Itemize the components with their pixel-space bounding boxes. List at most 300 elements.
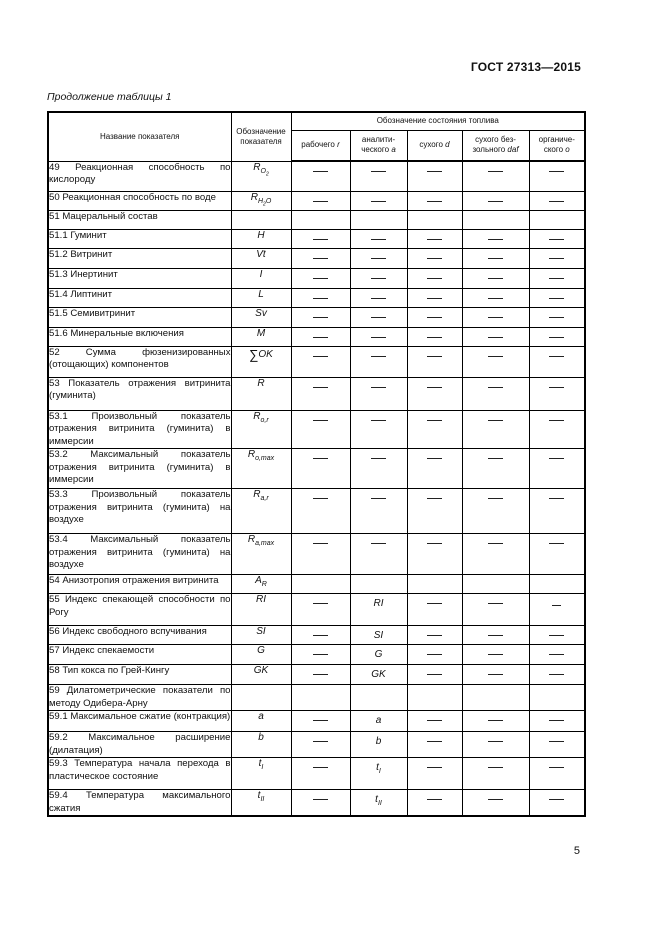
state-cell — [407, 410, 462, 449]
dash-mark — [427, 258, 442, 259]
table-row — [48, 449, 585, 489]
indicator-name: 52 Сумма фюзенизированных (отощающих) компонентов — [48, 346, 231, 377]
header-state-0: рабочего r — [291, 130, 350, 161]
indicator-designation: SI — [231, 626, 291, 645]
state-cell — [462, 449, 529, 489]
dash-mark — [488, 420, 503, 421]
state-cell — [529, 489, 585, 534]
table-row — [48, 645, 585, 665]
state-cell — [529, 645, 585, 665]
dash-mark — [549, 654, 564, 655]
state-cell — [350, 665, 407, 685]
state-cell — [462, 732, 529, 758]
dash-mark — [313, 458, 328, 459]
state-cell — [291, 229, 350, 248]
dash-mark — [549, 356, 564, 357]
indicator-designation: H — [231, 229, 291, 248]
state-value: RI — [373, 598, 384, 609]
state-cell — [291, 665, 350, 685]
state-cell — [407, 377, 462, 410]
state-cell — [462, 534, 529, 575]
state-cell — [291, 489, 350, 534]
dash-mark — [427, 741, 442, 742]
state-cell — [291, 210, 350, 229]
state-cell — [407, 268, 462, 288]
dash-mark — [427, 317, 442, 318]
state-cell — [462, 758, 529, 790]
table-row — [48, 665, 585, 685]
dash-mark — [549, 278, 564, 279]
dash-mark — [313, 498, 328, 499]
dash-mark — [549, 674, 564, 675]
state-cell — [291, 268, 350, 288]
dash-mark — [549, 799, 564, 800]
state-cell — [462, 191, 529, 210]
state-cell — [462, 161, 529, 191]
indicator-designation: L — [231, 288, 291, 307]
dash-mark — [427, 201, 442, 202]
state-cell — [462, 307, 529, 327]
state-cell — [291, 534, 350, 575]
dash-mark — [371, 387, 386, 388]
dash-mark — [427, 171, 442, 172]
state-cell — [350, 645, 407, 665]
indicator-designation: Vt — [231, 248, 291, 268]
dash-mark — [488, 741, 503, 742]
state-value: $t_{II}$ — [375, 794, 382, 807]
indicator-designation: $R_{o,max}$ — [231, 449, 291, 489]
indicator-designation: $t_{II}$ — [231, 790, 291, 817]
dash-mark — [313, 674, 328, 675]
dash-mark — [313, 171, 328, 172]
dash-mark — [427, 298, 442, 299]
indicator-name: 58 Тип кокса по Грей-Кингу — [48, 665, 231, 685]
state-cell — [407, 449, 462, 489]
state-value: a — [375, 715, 382, 726]
header-state-2: сухого d — [407, 130, 462, 161]
dash-mark — [427, 458, 442, 459]
state-value: GK — [371, 669, 386, 680]
indicator-name: 51.2 Витринит — [48, 248, 231, 268]
dash-mark — [427, 654, 442, 655]
state-cell — [291, 327, 350, 346]
state-cell — [407, 534, 462, 575]
state-cell — [407, 191, 462, 210]
state-cell — [529, 594, 585, 626]
indicator-designation: a — [231, 711, 291, 732]
state-cell — [350, 449, 407, 489]
dash-mark — [549, 317, 564, 318]
indicator-designation: RI — [231, 594, 291, 626]
indicator-name: 57 Индекс спекаемости — [48, 645, 231, 665]
dash-mark — [313, 258, 328, 259]
table-row — [48, 229, 585, 248]
dash-mark — [427, 767, 442, 768]
table-row — [48, 732, 585, 758]
state-cell — [291, 346, 350, 377]
state-cell — [350, 626, 407, 645]
state-cell — [291, 626, 350, 645]
state-cell — [407, 248, 462, 268]
state-cell — [350, 575, 407, 594]
state-cell — [350, 248, 407, 268]
state-cell — [462, 665, 529, 685]
indicator-designation: R — [231, 377, 291, 410]
state-cell — [529, 732, 585, 758]
indicator-designation: $R_{H_2O}$ — [231, 191, 291, 210]
state-cell — [407, 229, 462, 248]
dash-mark — [371, 543, 386, 544]
table-row — [48, 346, 585, 377]
indicator-designation: $t_I$ — [231, 758, 291, 790]
indicator-name: 51.3 Инертинит — [48, 268, 231, 288]
dash-mark — [549, 635, 564, 636]
state-cell — [529, 191, 585, 210]
table-row — [48, 758, 585, 790]
state-cell — [291, 685, 350, 711]
indicators-table — [47, 111, 586, 817]
dash-mark — [488, 298, 503, 299]
state-cell — [529, 758, 585, 790]
dash-mark — [549, 741, 564, 742]
state-value: SI — [373, 630, 384, 641]
table-row — [48, 307, 585, 327]
dash-mark — [427, 356, 442, 357]
state-cell — [350, 288, 407, 307]
dash-mark — [488, 603, 503, 604]
state-cell — [529, 449, 585, 489]
state-cell — [407, 307, 462, 327]
indicator-designation: Sv — [231, 307, 291, 327]
indicator-name: 59.4 Температура максимального сжатия — [48, 790, 231, 817]
table-row — [48, 210, 585, 229]
dash-mark — [313, 387, 328, 388]
dash-mark — [313, 654, 328, 655]
header-state-1: аналити- ческого a — [350, 130, 407, 161]
dash-mark — [427, 799, 442, 800]
indicator-name: 50 Реакционная способность по воде — [48, 191, 231, 210]
dash-mark — [488, 317, 503, 318]
indicator-name: 49 Реакционная способность по кислороду — [48, 161, 231, 191]
state-cell — [462, 626, 529, 645]
state-cell — [462, 288, 529, 307]
state-cell — [462, 327, 529, 346]
indicator-designation: G — [231, 645, 291, 665]
dash-mark — [313, 543, 328, 544]
indicator-name: 53.2 Максимальный показатель отражения витринита (гуминита) в иммерсии — [48, 449, 231, 489]
dash-mark — [427, 239, 442, 240]
indicator-designation: $R_{a,r}$ — [231, 489, 291, 534]
state-cell — [529, 711, 585, 732]
state-value: $t_I$ — [376, 762, 381, 775]
dash-mark — [549, 201, 564, 202]
state-cell — [350, 711, 407, 732]
dash-mark — [488, 171, 503, 172]
state-cell — [407, 790, 462, 817]
state-cell — [291, 191, 350, 210]
state-cell — [291, 449, 350, 489]
state-cell — [291, 575, 350, 594]
state-cell — [407, 685, 462, 711]
state-cell — [350, 346, 407, 377]
dash-mark — [313, 201, 328, 202]
indicator-designation: $R_{o,r}$ — [231, 410, 291, 449]
dash-mark — [549, 387, 564, 388]
table-row — [48, 594, 585, 626]
state-cell — [350, 307, 407, 327]
indicator-name: 54 Анизотропия отражения витринита — [48, 575, 231, 594]
dash-mark — [427, 337, 442, 338]
state-cell — [350, 489, 407, 534]
dash-mark — [371, 239, 386, 240]
dash-mark — [549, 498, 564, 499]
indicator-name: 53 Показатель отражения витринита (гуминита) — [48, 377, 231, 410]
dash-mark — [549, 720, 564, 721]
state-cell — [350, 410, 407, 449]
state-cell — [529, 534, 585, 575]
state-cell — [291, 645, 350, 665]
state-cell — [462, 685, 529, 711]
state-cell — [529, 268, 585, 288]
indicator-name: 53.4 Максимальный показатель отражения витринита (гуминита) на воздухе — [48, 534, 231, 575]
state-cell — [291, 307, 350, 327]
state-cell — [462, 377, 529, 410]
dash-mark — [427, 387, 442, 388]
state-cell — [462, 711, 529, 732]
state-cell — [291, 161, 350, 191]
state-cell — [529, 307, 585, 327]
state-cell — [462, 346, 529, 377]
dash-mark — [549, 298, 564, 299]
table-row — [48, 534, 585, 575]
indicator-designation: ∑OK — [231, 346, 291, 377]
dash-mark — [549, 337, 564, 338]
state-cell — [291, 711, 350, 732]
state-cell — [462, 594, 529, 626]
state-cell — [462, 268, 529, 288]
dash-mark — [488, 337, 503, 338]
indicator-name: 53.1 Произвольный показатель отражения витринита (гуминита) в иммерсии — [49, 410, 231, 447]
page-number: 5 — [573, 845, 580, 857]
table-row — [48, 191, 585, 210]
state-cell — [407, 645, 462, 665]
dash-mark — [371, 337, 386, 338]
dash-mark — [427, 635, 442, 636]
state-cell — [291, 288, 350, 307]
indicator-designation — [231, 210, 291, 229]
state-cell — [350, 268, 407, 288]
dash-mark — [313, 603, 328, 604]
indicator-name: 51.4 Липтинит — [48, 288, 231, 307]
state-cell — [529, 248, 585, 268]
dash-mark — [427, 603, 442, 604]
state-cell — [350, 534, 407, 575]
header-name: Название показателя — [48, 112, 231, 161]
state-cell — [407, 210, 462, 229]
indicator-designation — [231, 685, 291, 711]
dash-mark — [488, 239, 503, 240]
table-caption: Продолжение таблицы 1 — [47, 91, 172, 103]
table-row — [48, 288, 585, 307]
state-cell — [291, 732, 350, 758]
indicator-name: 51 Мацеральный состав — [48, 210, 231, 229]
state-cell — [529, 210, 585, 229]
dash-mark — [549, 258, 564, 259]
indicator-name: 51.1 Гуминит — [48, 229, 231, 248]
dash-mark — [313, 278, 328, 279]
indicator-name: 59.1 Максимальное сжатие (контракция) — [48, 711, 231, 732]
state-cell — [529, 665, 585, 685]
dash-mark — [549, 458, 564, 459]
dash-mark — [549, 420, 564, 421]
state-value: b — [375, 736, 382, 747]
state-cell — [529, 377, 585, 410]
state-cell — [529, 790, 585, 817]
state-cell — [291, 410, 350, 449]
indicator-designation: GK — [231, 665, 291, 685]
dash-mark — [313, 356, 328, 357]
state-cell — [407, 327, 462, 346]
state-cell — [350, 790, 407, 817]
indicator-name: 56 Индекс свободного вспучивания — [48, 626, 231, 645]
indicator-name: 53.3 Произвольный показатель отражения витринита (гуминита) на воздухе — [48, 489, 231, 534]
state-cell — [407, 489, 462, 534]
dash-mark — [427, 674, 442, 675]
dash-mark — [371, 420, 386, 421]
state-cell — [407, 732, 462, 758]
dash-mark — [427, 543, 442, 544]
state-cell — [350, 758, 407, 790]
dash-mark — [371, 458, 386, 459]
dash-mark — [371, 201, 386, 202]
state-cell — [462, 489, 529, 534]
indicator-name: 51.6 Минеральные включения — [48, 327, 231, 346]
dash-mark — [371, 317, 386, 318]
dash-mark — [552, 605, 561, 606]
indicator-designation: $R_{a,max}$ — [231, 534, 291, 575]
dash-mark — [488, 258, 503, 259]
state-cell — [407, 594, 462, 626]
table-row — [48, 489, 585, 534]
state-cell — [462, 410, 529, 449]
indicator-name: 59 Дилатометрические показатели по методу Одибера-Арну — [49, 685, 231, 709]
indicator-name: 55 Индекс спекающей способности по Рогу — [48, 594, 231, 626]
state-cell — [462, 790, 529, 817]
state-cell — [529, 327, 585, 346]
state-cell — [291, 790, 350, 817]
dash-mark — [313, 317, 328, 318]
state-cell — [529, 685, 585, 711]
state-cell — [407, 288, 462, 307]
dash-mark — [549, 171, 564, 172]
state-cell — [529, 626, 585, 645]
state-cell — [407, 161, 462, 191]
state-cell — [462, 229, 529, 248]
header-state-group: Обозначение состояния топлива — [291, 112, 585, 130]
state-cell — [350, 161, 407, 191]
state-cell — [529, 575, 585, 594]
state-cell — [350, 327, 407, 346]
state-cell — [529, 346, 585, 377]
state-cell — [291, 594, 350, 626]
dash-mark — [427, 278, 442, 279]
table-row — [48, 327, 585, 346]
table-row — [48, 790, 585, 817]
dash-mark — [313, 741, 328, 742]
indicator-designation: I — [231, 268, 291, 288]
table-row — [48, 410, 585, 449]
table-row — [48, 268, 585, 288]
dash-mark — [488, 767, 503, 768]
indicator-name: 59.3 Температура начала перехода в пластическое состояние — [48, 758, 231, 790]
state-cell — [407, 346, 462, 377]
state-cell — [462, 645, 529, 665]
dash-mark — [488, 201, 503, 202]
indicator-designation: b — [231, 732, 291, 758]
state-cell — [350, 191, 407, 210]
state-cell — [350, 594, 407, 626]
state-cell — [407, 626, 462, 645]
table-row — [48, 685, 585, 711]
document-code: ГОСТ 27313—2015 — [470, 60, 581, 74]
state-cell — [529, 161, 585, 191]
dash-mark — [488, 543, 503, 544]
indicator-designation: $R_{O_2}$ — [231, 161, 291, 191]
state-cell — [529, 229, 585, 248]
indicator-name: 59.2 Максимальное расширение (дилатация) — [49, 732, 231, 756]
state-cell — [350, 732, 407, 758]
state-cell — [350, 210, 407, 229]
dash-mark — [371, 298, 386, 299]
state-cell — [291, 377, 350, 410]
state-cell — [407, 758, 462, 790]
dash-mark — [371, 258, 386, 259]
state-cell — [462, 248, 529, 268]
indicator-name: 51.5 Семивитринит — [48, 307, 231, 327]
state-cell — [407, 575, 462, 594]
state-cell — [407, 665, 462, 685]
header-state-4: органиче- ского o — [529, 130, 585, 161]
dash-mark — [427, 498, 442, 499]
dash-mark — [488, 498, 503, 499]
state-cell — [350, 229, 407, 248]
header-state-3: сухого без- зольного daf — [462, 130, 529, 161]
table-row — [48, 377, 585, 410]
state-cell — [529, 288, 585, 307]
table-row — [48, 711, 585, 732]
state-cell — [462, 575, 529, 594]
state-cell — [462, 210, 529, 229]
dash-mark — [313, 720, 328, 721]
dash-mark — [371, 356, 386, 357]
dash-mark — [488, 387, 503, 388]
dash-mark — [427, 420, 442, 421]
table-row — [48, 575, 585, 594]
table-row — [48, 161, 585, 191]
dash-mark — [488, 635, 503, 636]
dash-mark — [427, 720, 442, 721]
dash-mark — [488, 654, 503, 655]
dash-mark — [313, 767, 328, 768]
dash-mark — [488, 799, 503, 800]
dash-mark — [313, 799, 328, 800]
state-cell — [291, 248, 350, 268]
dash-mark — [313, 420, 328, 421]
table-row — [48, 626, 585, 645]
dash-mark — [488, 356, 503, 357]
state-cell — [291, 758, 350, 790]
dash-mark — [313, 298, 328, 299]
